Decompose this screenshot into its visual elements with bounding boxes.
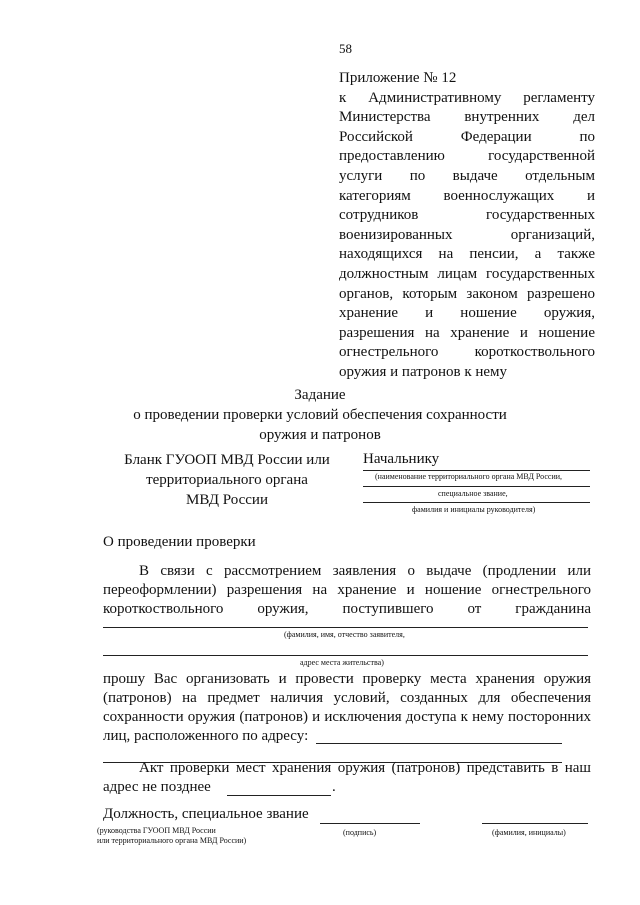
appendix-line: военизированных организаций, (339, 226, 595, 243)
para2-line2: (патронов) на предмет наличия условий, созданных для обеспечения (103, 690, 591, 706)
para1-line3: короткоствольного оружия, поступившего от гражданина (103, 601, 591, 617)
para1-line1: В связи с рассмотрением заявления о выдаче (продлении или (139, 563, 591, 579)
appendix-line: должностным лицам государственных (339, 265, 595, 282)
letterhead-line: МВД России (186, 492, 268, 508)
caption-signer-name: (фамилия, инициалы) (492, 828, 566, 837)
caption-rank: специальное звание, (438, 489, 508, 498)
caption-address: адрес места жительства) (300, 658, 384, 667)
doc-title: Задание (294, 387, 346, 403)
para2-line1: прошу Вас организовать и провести проверку места хранения оружия (103, 671, 591, 687)
applicant-address-line (103, 655, 588, 656)
para2-line4: лиц, расположенного по адресу: (103, 728, 309, 744)
letterhead-block (108, 450, 346, 510)
subject-line: О проведении проверки (103, 534, 256, 550)
inspection-address-line (316, 743, 562, 744)
caption-org: (наименование территориального органа МВД России, (375, 472, 563, 481)
appendix-line: хранение и ношение оружия, (339, 305, 595, 322)
letterhead-line: территориального органа (146, 472, 308, 488)
appendix-line: Министерства внутренних дел (339, 109, 595, 126)
appendix-line: услуги по выдаче отдельным (339, 167, 595, 184)
deadline-period: . (332, 779, 336, 795)
caption-name: фамилия и инициалы руководителя) (412, 505, 536, 514)
appendix-line: Приложение № 12 (339, 70, 457, 86)
appendix-line: оружия и патронов к нему (339, 363, 508, 380)
applicant-name-line (103, 627, 588, 628)
addressee-label: Начальнику (363, 451, 440, 467)
deadline-line (227, 795, 331, 796)
addressee-rank-line (363, 486, 590, 487)
appendix-header (339, 69, 595, 383)
appendix-line: Российской Федерации по (339, 128, 595, 145)
doc-title-line2: о проведении проверки условий обеспечения сохранности (133, 407, 507, 423)
appendix-line: предоставлению государственной (339, 148, 595, 165)
caption-fio: (фамилия, имя, отчество заявителя, (284, 630, 405, 639)
appendix-line: категориям военнослужащих и (339, 187, 595, 204)
para1-line2: переоформлении) разрешения на хранение и ношение огнестрельного (103, 582, 591, 598)
signature-position-label: Должность, специальное звание (103, 806, 309, 822)
doc-title-line3: оружия и патронов (259, 427, 381, 443)
appendix-line: органов, которым законом разрешено (339, 285, 595, 302)
caption-position1: (руководства ГУООП МВД России (97, 826, 216, 835)
signature-line (320, 823, 420, 824)
addressee-org-line (363, 470, 590, 471)
letterhead-line: Бланк ГУООП МВД России или (124, 452, 330, 468)
caption-position2: или территориального органа МВД России) (97, 836, 247, 845)
para2-line3: сохранности оружия (патронов) и исключения доступа к нему посторонних (103, 709, 591, 725)
caption-sign: (подпись) (343, 828, 377, 837)
appendix-line: к Административному регламенту (339, 89, 595, 106)
appendix-line: разрешения на хранение и ношение (339, 324, 595, 341)
page-number: 58 (339, 41, 352, 56)
appendix-line: сотрудников государственных (339, 207, 595, 224)
appendix-line: огнестрельного короткоствольного (339, 344, 595, 361)
addressee-name-line (363, 502, 590, 503)
para3-line1: Акт проверки мест хранения оружия (патронов) представить в наш (139, 760, 591, 776)
signer-name-line (482, 823, 588, 824)
appendix-line: находящихся на пенсии, а также (339, 246, 595, 263)
para3-line2: адрес не позднее (103, 779, 211, 795)
